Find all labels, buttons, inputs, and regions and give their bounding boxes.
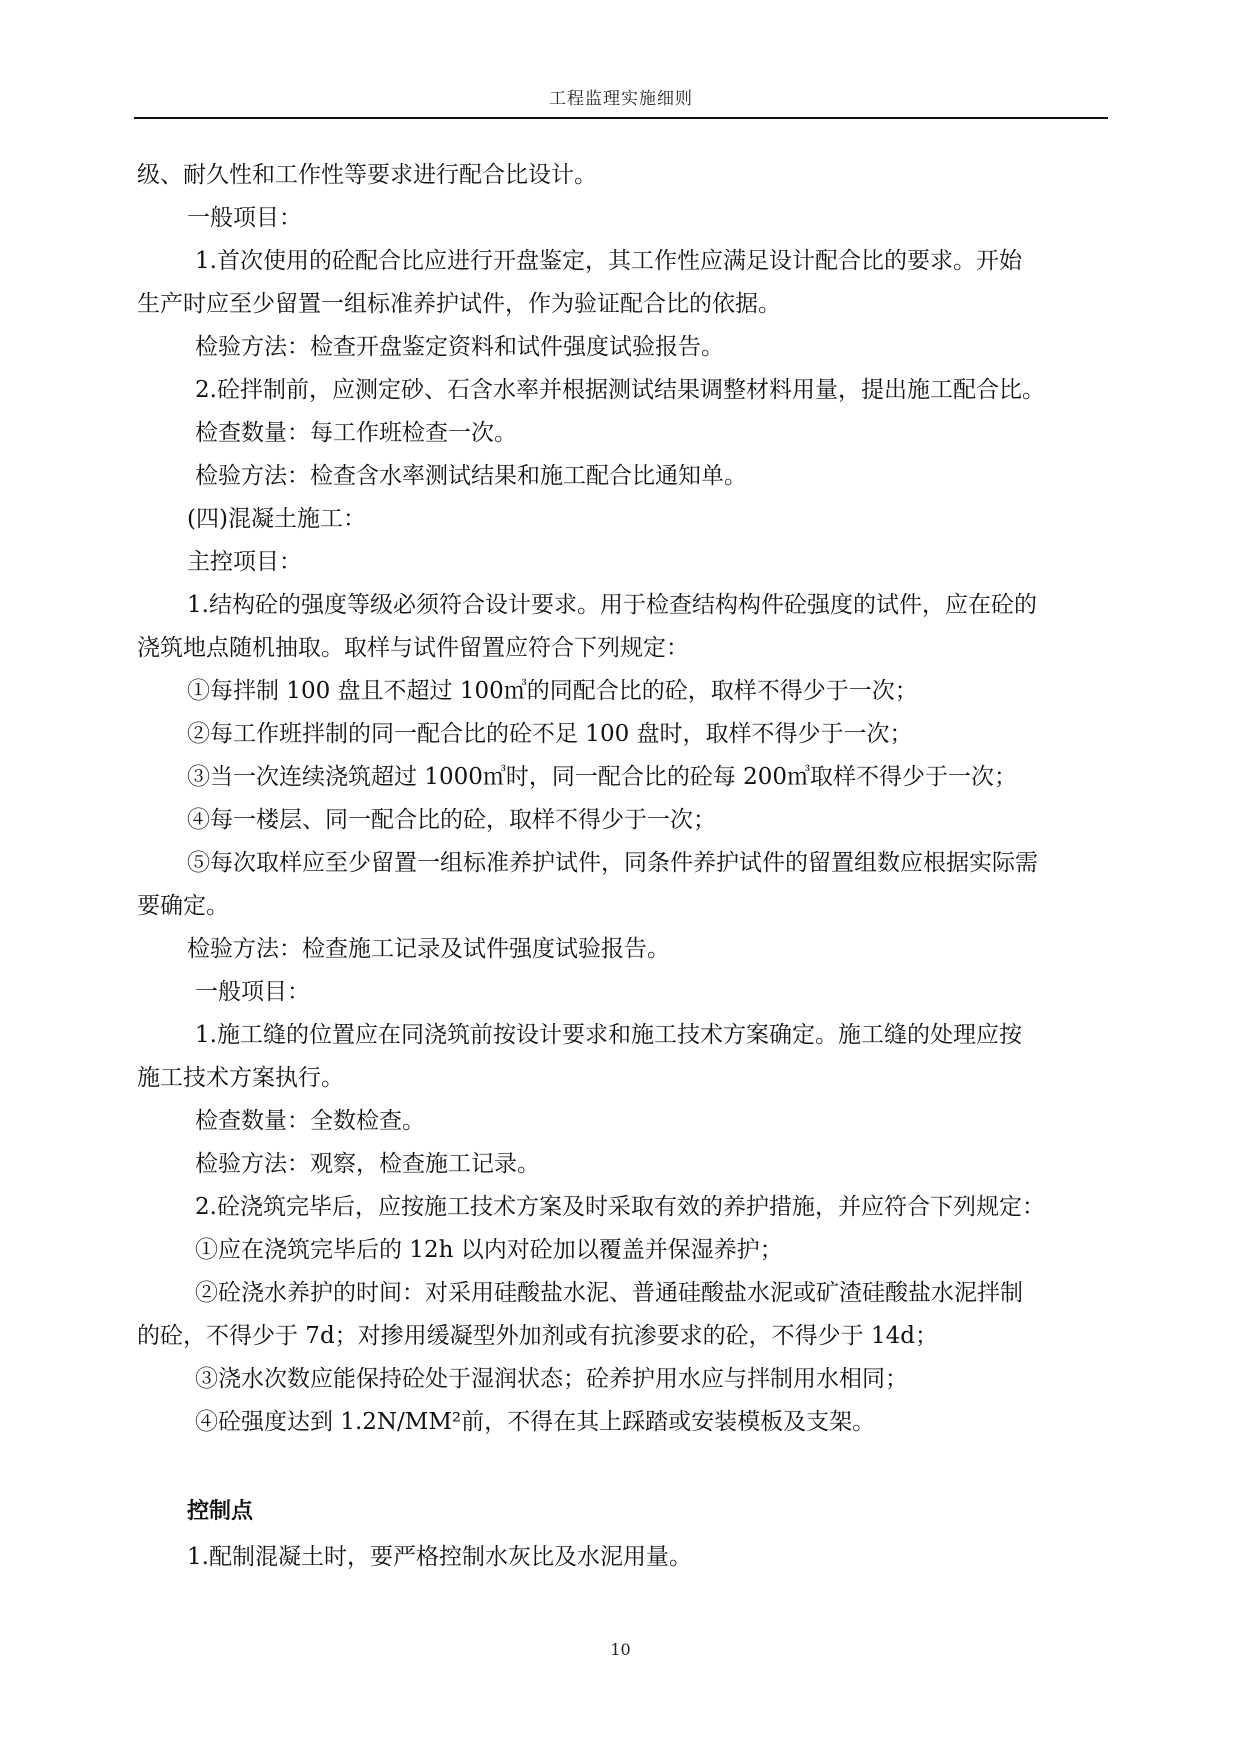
text-line: ④砼强度达到 1.2N/MM²前，不得在其上踩踏或安装模板及支架。: [195, 1409, 876, 1435]
text-line: ④每一楼层、同一配合比的砼，取样不得少于一次；: [187, 807, 716, 833]
text-line: ③浇水次数应能保持砼处于湿润状态；砼养护用水应与拌制用水相同；: [195, 1366, 908, 1392]
text-line: 级、耐久性和工作性等要求进行配合比设计。: [137, 162, 597, 188]
text-line: 一般项目：: [187, 205, 302, 231]
text-line: 检查数量：全数检查。: [195, 1108, 425, 1134]
text-line: ③当一次连续浇筑超过 1000㎥时，同一配合比的砼每 200㎥取样不得少于一次；: [187, 764, 1018, 790]
page-number: 10: [610, 1640, 631, 1659]
text-line: 生产时应至少留置一组标准养护试件，作为验证配合比的依据。: [137, 291, 781, 317]
text-line: ②砼浇水养护的时间：对采用硅酸盐水泥、普通硅酸盐水泥或矿渣硅酸盐水泥拌制: [195, 1280, 1023, 1306]
text-line: 检验方法：检查施工记录及试件强度试验报告。: [187, 936, 670, 962]
text-line: ①应在浇筑完毕后的 12h 以内对砼加以覆盖并保湿养护；: [195, 1237, 783, 1263]
text-line: 1.配制混凝土时，要严格控制水灰比及水泥用量。: [187, 1544, 692, 1570]
text-line: (四)混凝土施工：: [187, 506, 366, 532]
text-line: 检验方法：检查含水率测试结果和施工配合比通知单。: [195, 463, 747, 489]
text-line: 主控项目：: [187, 549, 302, 575]
text-line: ①每拌制 100 盘且不超过 100㎥的同配合比的砼，取样不得少于一次；: [187, 678, 918, 704]
text-line: 施工技术方案执行。: [137, 1065, 344, 1091]
text-line: ②每工作班拌制的同一配合比的砼不足 100 盘时，取样不得少于一次；: [187, 721, 913, 747]
header-divider: [134, 117, 1108, 119]
text-line: 要确定。: [137, 893, 229, 919]
running-header: 工程监理实施细则: [549, 89, 693, 109]
text-line: 1.结构砼的强度等级必须符合设计要求。用于检查结构构件砼强度的试件，应在砼的: [187, 592, 1037, 618]
text-line: 检查数量：每工作班检查一次。: [195, 420, 517, 446]
text-line: 的砼，不得少于 7d；对掺用缓凝型外加剂或有抗渗要求的砼，不得少于 14d；: [137, 1323, 938, 1349]
text-line: 一般项目：: [195, 979, 310, 1005]
text-line: 1.首次使用的砼配合比应进行开盘鉴定，其工作性应满足设计配合比的要求。开始: [195, 248, 1022, 274]
text-line: 浇筑地点随机抽取。取样与试件留置应符合下列规定：: [137, 635, 689, 661]
text-line: 检验方法：检查开盘鉴定资料和试件强度试验报告。: [195, 334, 724, 360]
section-heading: 控制点: [187, 1499, 254, 1524]
text-line: 2.砼拌制前，应测定砂、石含水率并根据测试结果调整材料用量，提出施工配合比。: [195, 377, 1045, 403]
text-line: 2.砼浇筑完毕后，应按施工技术方案及时采取有效的养护措施，并应符合下列规定：: [195, 1194, 1045, 1220]
text-line: 1.施工缝的位置应在同浇筑前按设计要求和施工技术方案确定。施工缝的处理应按: [195, 1022, 1022, 1048]
text-line: ⑤每次取样应至少留置一组标准养护试件，同条件养护试件的留置组数应根据实际需: [187, 850, 1038, 876]
text-line: 检验方法：观察，检查施工记录。: [195, 1151, 540, 1177]
